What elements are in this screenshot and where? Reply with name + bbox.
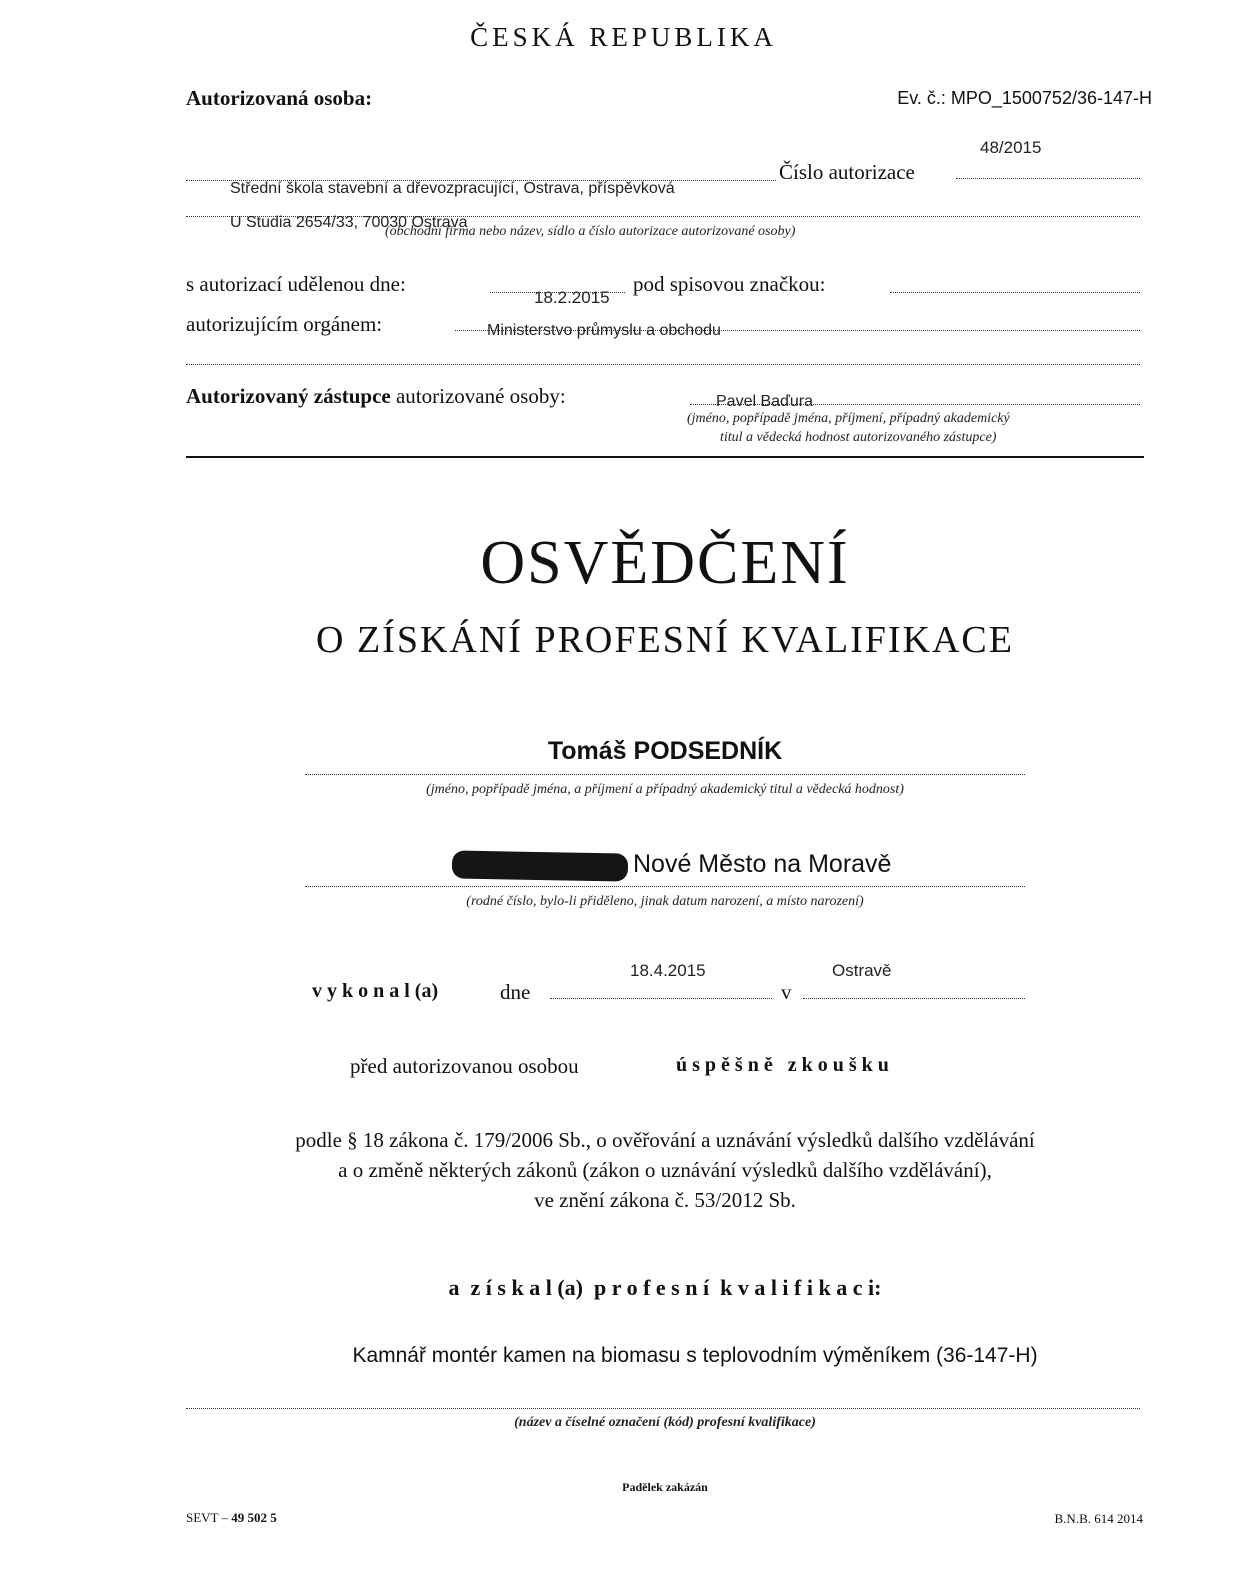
granted-date: 18.2.2015 [534,288,610,307]
company-note: (obchodní firma nebo název, sídlo a číslo autorizace autorizované osoby) [385,224,796,239]
exam-date: 18.4.2015 [630,961,706,980]
file-mark-dotted-line [890,292,1140,293]
authority-value: Ministerstvo průmyslu a obchodu [487,322,721,339]
qualification-dotted-line [186,1408,1140,1409]
law-line-3: ve znění zákona č. 53/2012 Sb. [534,1188,796,1212]
blank-dotted-line [186,364,1140,365]
file-mark-label: pod spisovou značkou: [633,272,826,296]
certificate-title: OSVĚDČENÍ [480,529,850,597]
header-divider [186,456,1144,458]
forgery-notice: Padělek zakázán [622,1480,708,1494]
qualification: Kamnář montér kamen na biomasu s teplovodním výměníkem (36-147-H) [352,1344,1038,1367]
obtained-label: a z í s k a l (a) p r o f e s n í k v a l i f i k a c i: [448,1275,882,1300]
birthplace: Nové Město na Moravě [633,850,892,878]
form-code-prefix: SEVT – [186,1510,229,1525]
exam-place: Ostravě [832,961,892,980]
authorization-number-label: Číslo autorizace [779,160,915,184]
redacted-birth-number [452,850,628,881]
granted-label: s autorizací udělenou dne: [186,272,406,296]
date-label: dne [500,980,531,1004]
before-label: před autorizovanou osobou [350,1054,579,1078]
print-code: B.N.B. 614 2014 [1054,1511,1143,1526]
authorized-person-label: Autorizovaná osoba: [186,86,373,110]
representative-label [186,384,566,409]
person-name: Tomáš PODSEDNÍK [547,737,783,765]
certificate-subtitle: O ZÍSKÁNÍ PROFESNÍ KVALIFIKACE [316,619,1014,661]
authorization-number-dotted-line [956,178,1140,179]
country-heading: ČESKÁ REPUBLIKA [470,22,777,52]
law-line-2: a o změně některých zákonů (zákon o uznávání výsledků dalšího vzdělávání), [338,1158,992,1182]
person-name-dotted-line [305,774,1025,775]
company-line-2: U Studia 2654/33, 70030 Ostrava [230,214,468,231]
exam-place-dotted-line [803,998,1025,999]
place-label: v [781,980,792,1004]
representative-note-2: titul a vědecká hodnost autorizovaného zástupce) [720,430,997,445]
law-line-1: podle § 18 zákona č. 179/2006 Sb., o ověřování a uznávání výsledků dalšího vzdělávání [295,1128,1035,1152]
form-code: 49 502 5 [231,1510,277,1525]
authority-label: autorizujícím orgánem: [186,312,383,336]
authorization-number-value: 48/2015 [980,138,1042,157]
qualification-note: (název a číselné označení (kód) profesní kvalifikace) [514,1415,816,1430]
representative-label-rest: autorizované osoby: [395,384,566,408]
success-label: ú s p ě š n ě z k o u š k u [676,1054,889,1076]
birth-note: (rodné číslo, bylo-li přiděleno, jinak datum narození, a místo narození) [466,894,864,909]
exam-date-dotted-line [550,998,772,999]
birth-dotted-line [305,886,1025,887]
ev-number: Ev. č.: MPO_1500752/36-147-H [897,88,1152,108]
form-code-line [186,1510,277,1526]
name-note: (jméno, popřípadě jména, a příjmení a případný akademický titul a vědecká hodnost) [426,782,904,797]
company-line-1: Střední škola stavební a dřevozpracující, Ostrava, příspěvková [230,180,675,197]
performed-label: v y k o n a l (a) [312,980,439,1002]
representative-label-bold: Autorizovaný zástupce [186,384,391,408]
representative-note-1: (jméno, popřípadě jména, příjmení, případný akademický [687,411,1010,426]
representative-value: Pavel Baďura [716,393,813,410]
